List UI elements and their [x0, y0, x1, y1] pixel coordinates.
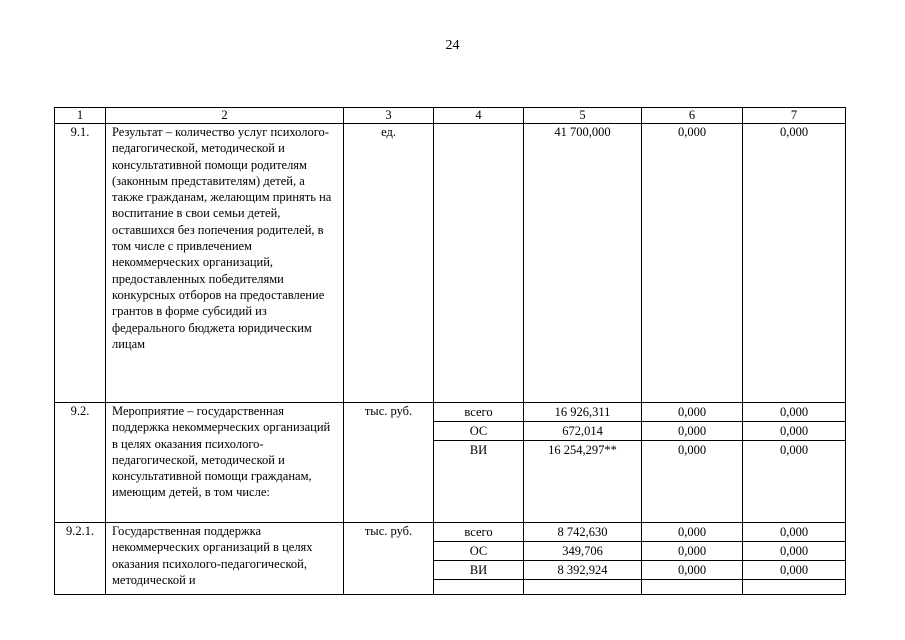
row-value-col5: 41 700,000	[524, 124, 642, 403]
column-header: 4	[434, 108, 524, 124]
table-row	[55, 523, 846, 595]
row-description: Государственная поддержка некоммерческих организаций в целях оказания психолого-педагогической, методической и	[106, 523, 344, 595]
page-number: 24	[445, 38, 460, 53]
value-col7: 0,000	[743, 403, 845, 422]
column-header: 2	[106, 108, 344, 124]
value-col6: 0,000	[642, 561, 742, 580]
funding-source-cell	[434, 403, 524, 523]
value-col5: 672,014	[524, 422, 641, 441]
row-number: 9.2.1.	[55, 523, 106, 595]
row-unit: тыс. руб.	[344, 523, 434, 595]
column-header: 7	[743, 108, 846, 124]
table-header-row	[55, 108, 846, 124]
funding-source: ОС	[434, 542, 523, 561]
row-description: Результат – количество услуг психолого-педагогической, методической и консультативной помощи родителям (законным представителям) детей, а также гражданам, желающим принять на воспитание в свои семьи детей, оставшихся без попечения родителей, в том числе с привлечением некоммерческих организаций, предоставленных победителями конкурсных отборов на предоставление грантов в форме субсидий из федерального бюджета юридическим лицам	[106, 124, 344, 403]
funding-source: ОС	[434, 422, 523, 441]
value-col7: 0,000	[779, 443, 809, 457]
funding-source: ВИ	[434, 561, 523, 580]
value-col7-cell	[743, 523, 846, 595]
value-col6-cell	[642, 403, 743, 523]
row-col4	[434, 124, 524, 403]
value-col5-cell	[524, 523, 642, 595]
column-header: 6	[642, 108, 743, 124]
table-row	[55, 124, 846, 403]
budget-table	[54, 107, 846, 595]
row-unit: ед.	[344, 124, 434, 403]
column-header: 5	[524, 108, 642, 124]
row-unit: тыс. руб.	[344, 403, 434, 523]
value-col7-cell	[743, 403, 846, 523]
funding-source: всего	[434, 403, 523, 422]
value-col6-cell	[642, 523, 743, 595]
column-header: 3	[344, 108, 434, 124]
table-row	[55, 403, 846, 523]
value-col7: 0,000	[743, 542, 845, 561]
value-col7: 0,000	[743, 523, 845, 542]
value-col5: 8 742,630	[524, 523, 641, 542]
value-col6: 0,000	[677, 443, 707, 457]
column-header: 1	[55, 108, 106, 124]
funding-source: всего	[434, 523, 523, 542]
row-value-col6: 0,000	[642, 124, 743, 403]
value-col6: 0,000	[642, 523, 742, 542]
value-col5: 16 254,297**	[548, 443, 617, 457]
value-col6: 0,000	[642, 403, 742, 422]
value-col5: 349,706	[524, 542, 641, 561]
value-col6: 0,000	[642, 422, 742, 441]
value-col7: 0,000	[743, 422, 845, 441]
row-number: 9.2.	[55, 403, 106, 523]
row-number: 9.1.	[55, 124, 106, 403]
value-col5-cell	[524, 403, 642, 523]
row-value-col7: 0,000	[743, 124, 846, 403]
funding-source: ВИ	[469, 443, 488, 457]
value-col6: 0,000	[642, 542, 742, 561]
funding-source-cell	[434, 523, 524, 595]
row-description: Мероприятие – государственная поддержка некоммерческих организаций в целях оказания психолого-педагогической, методической и консультативной помощи гражданам, имеющим детей, в том числе:	[106, 403, 344, 523]
value-col7: 0,000	[743, 561, 845, 580]
value-col5: 8 392,924	[524, 561, 641, 580]
value-col5: 16 926,311	[524, 403, 641, 422]
